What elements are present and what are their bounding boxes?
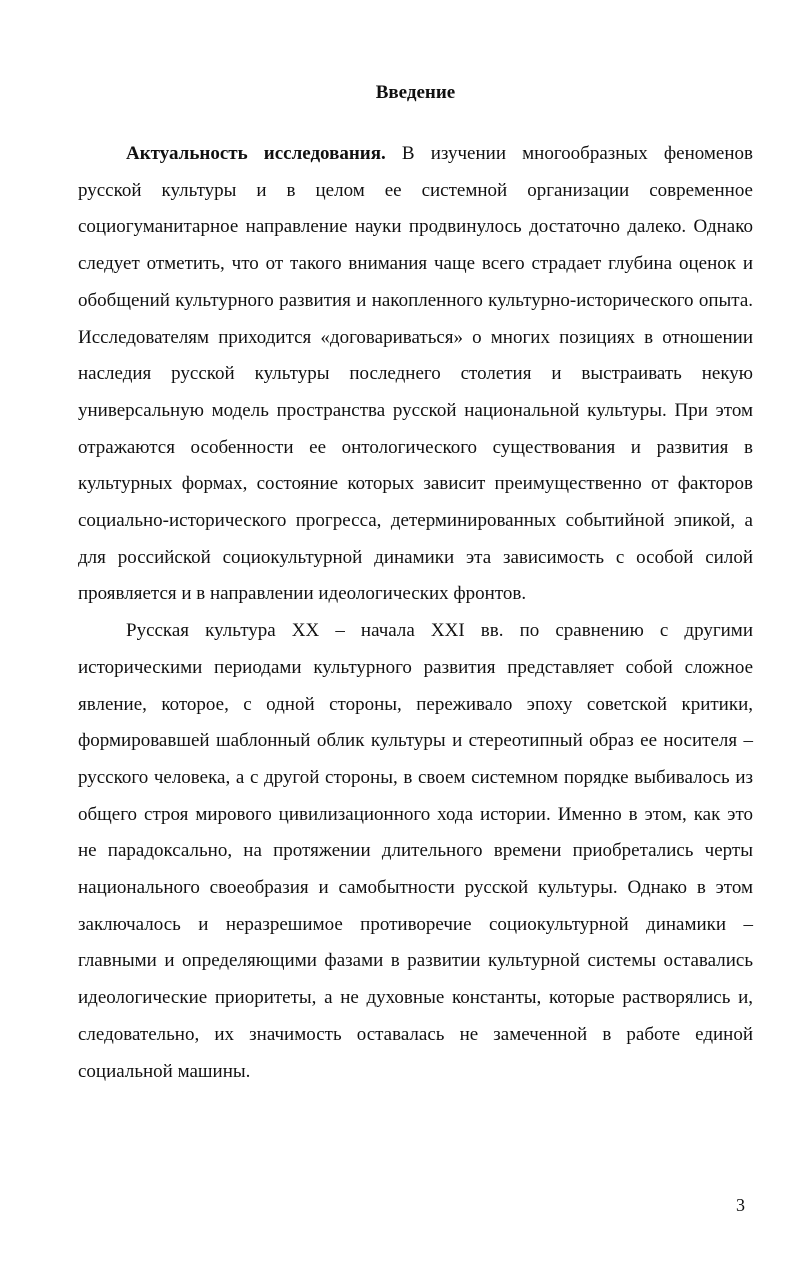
paragraph-relevance-text: В изучении многообразных феноменов русской культуры и в целом ее системной организации современное социогуманитарное направление науки продвинулось достаточно далеко. Однако следует отметить, что от такого внимания чаще всего страдает глубина оценок и обобщений культурного развития и накопленного культурно-исторического опыта. Исследователям приходится «договариваться» о многих позициях в отношении наследия русской культуры последнего столетия и выстраивать некую универсальную модель пространства русской национальной культуры. При этом отражаются особенности ее онтологического существования и развития в культурных формах, состояние которых зависит преимущественно от факторов социально-исторического прогресса, детерминированных событийной эпикой, а для российской социокультурной динамики эта зависимость с особой силой проявляется и в направлении идеологических фронтов. (78, 143, 753, 605)
paragraph-lead: Актуальность исследования. (126, 143, 386, 164)
paragraph-russian-culture: Русская культура XX – начала XXI вв. по сравнению с другими историческими периодами культурного развития представляет собой сложное явление, которое, с одной стороны, переживало эпоху советской критики, формировавшей шаблонный облик культуры и стереотипный образ ее носителя – русского человека, а с другой стороны, в своем системном порядке выбивалось из общего строя мирового цивилизационного хода истории. Именно в этом, как это не парадоксально, на протяжении длительного времени приобретались черты национального своеобразия и самобытности русской культуры. Однако в этом заключалось и неразрешимое противоречие социокультурной динамики – главными и определяющими фазами в развитии культурной системы оставались идеологические приоритеты, а не духовные константы, которые растворялись и, следовательно, их значимость оставалась не замеченной в работе единой социальной машины. (78, 620, 753, 1082)
page-number: 3 (736, 1195, 745, 1215)
page-title: Введение (375, 82, 456, 103)
paragraph-relevance (78, 136, 753, 613)
